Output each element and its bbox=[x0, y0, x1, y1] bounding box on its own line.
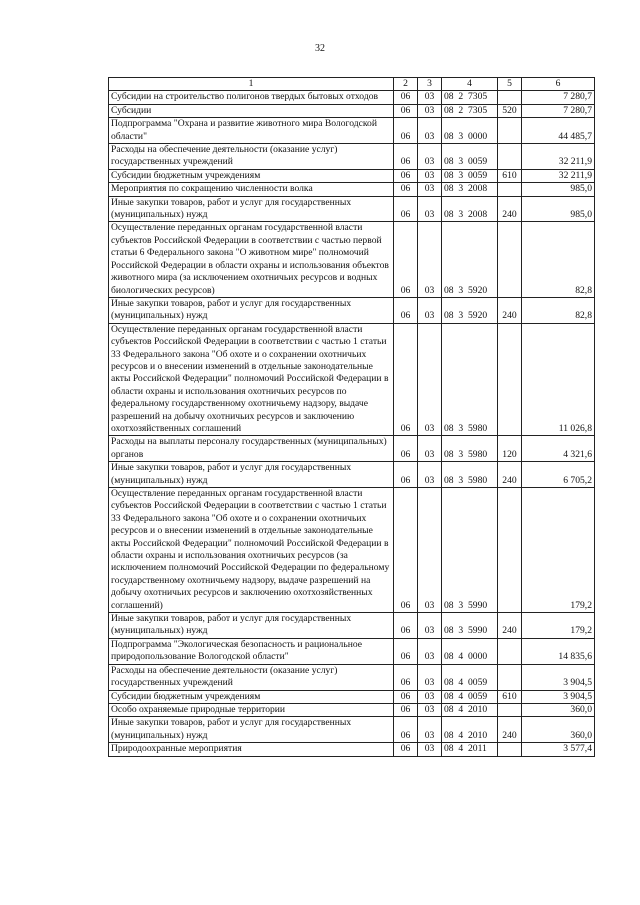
row-name: Особо охраняемые природные территории bbox=[109, 703, 394, 716]
row-amount: 82,8 bbox=[522, 297, 595, 323]
header-col-6: 6 bbox=[522, 78, 595, 91]
row-name: Субсидии бюджетным учреждениям bbox=[109, 690, 394, 703]
row-name: Расходы на обеспечение деятельности (оказание услуг) государственных учреждений bbox=[109, 664, 394, 690]
table-row bbox=[109, 183, 595, 196]
table-row bbox=[109, 613, 595, 639]
row-target-article: 08 2 7305 bbox=[442, 91, 498, 104]
row-subsection: 03 bbox=[418, 222, 442, 297]
row-amount: 3 904,5 bbox=[522, 690, 595, 703]
table-row bbox=[109, 144, 595, 170]
row-section: 06 bbox=[394, 488, 418, 613]
row-name: Осуществление переданных органам государственной власти субъектов Российской Федерации в соответствии с частью первой статьи 6 Федерального закона "О животном мире" полномочий Российской Федерации в области охраны и использования объектов животного мира (за исключением охотничьих ресурсов и водных биологических ресурсов) bbox=[109, 222, 394, 297]
row-section: 06 bbox=[394, 196, 418, 222]
table-row bbox=[109, 104, 595, 117]
row-amount: 7 280,7 bbox=[522, 104, 595, 117]
row-expense-type: 610 bbox=[498, 169, 522, 182]
row-section: 06 bbox=[394, 690, 418, 703]
row-target-article: 08 3 0000 bbox=[442, 118, 498, 144]
row-name: Иные закупки товаров, работ и услуг для государственных (муниципальных) нужд bbox=[109, 297, 394, 323]
row-expense-type bbox=[498, 144, 522, 170]
row-name: Иные закупки товаров, работ и услуг для государственных (муниципальных) нужд bbox=[109, 613, 394, 639]
row-name: Расходы на обеспечение деятельности (оказание услуг) государственных учреждений bbox=[109, 144, 394, 170]
row-expense-type: 240 bbox=[498, 613, 522, 639]
row-name: Осуществление переданных органам государственной власти субъектов Российской Федерации в соответствии с частью 1 статьи 33 Федерального закона "Об охоте и о сохранении охотничьих ресурсов и о внесении изменений в отдельные законодательные акты Российской Федерации" полномочий Российской Федерации в области охраны и использования охотничьих ресурсов по федеральному государственному охотничьему надзору, выдаче разрешений на добычу охотничьих ресурсов и заключению охотхозяйственных соглашений bbox=[109, 323, 394, 436]
header-col-4: 4 bbox=[442, 78, 498, 91]
row-subsection: 03 bbox=[418, 436, 442, 462]
row-name: Подпрограмма "Экологическая безопасность и рациональное природопользование Вологодской области" bbox=[109, 638, 394, 664]
row-expense-type: 240 bbox=[498, 297, 522, 323]
row-amount: 32 211,9 bbox=[522, 144, 595, 170]
row-expense-type bbox=[498, 703, 522, 716]
row-name: Субсидии на строительство полигонов твердых бытовых отходов bbox=[109, 91, 394, 104]
row-amount: 6 705,2 bbox=[522, 462, 595, 488]
row-name: Иные закупки товаров, работ и услуг для государственных (муниципальных) нужд bbox=[109, 462, 394, 488]
row-target-article: 08 4 0000 bbox=[442, 638, 498, 664]
row-subsection: 03 bbox=[418, 183, 442, 196]
row-section: 06 bbox=[394, 638, 418, 664]
table-row bbox=[109, 462, 595, 488]
row-expense-type bbox=[498, 323, 522, 436]
row-expense-type bbox=[498, 222, 522, 297]
row-section: 06 bbox=[394, 743, 418, 756]
header-col-5: 5 bbox=[498, 78, 522, 91]
row-expense-type: 610 bbox=[498, 690, 522, 703]
row-expense-type: 240 bbox=[498, 717, 522, 743]
row-subsection: 03 bbox=[418, 462, 442, 488]
row-amount: 985,0 bbox=[522, 196, 595, 222]
header-col-3: 3 bbox=[418, 78, 442, 91]
row-name: Природоохранные мероприятия bbox=[109, 743, 394, 756]
row-subsection: 03 bbox=[418, 488, 442, 613]
row-subsection: 03 bbox=[418, 144, 442, 170]
budget-table-body bbox=[109, 78, 595, 757]
row-expense-type bbox=[498, 638, 522, 664]
row-section: 06 bbox=[394, 222, 418, 297]
row-amount: 3 904,5 bbox=[522, 664, 595, 690]
row-subsection: 03 bbox=[418, 703, 442, 716]
row-target-article: 08 4 2011 bbox=[442, 743, 498, 756]
page-number: 32 bbox=[315, 43, 325, 54]
header-col-1: 1 bbox=[109, 78, 394, 91]
row-subsection: 03 bbox=[418, 664, 442, 690]
row-name: Осуществление переданных органам государственной власти субъектов Российской Федерации в соответствии с частью 1 статьи 33 Федерального закона "Об охоте и о сохранении охотничьих ресурсов и о внесении изменений в отдельные законодательные акты Российской Федерации" полномочий Российской Федерации в области охраны и использования охотничьих ресурсов (за исключением полномочий Российской Федерации по федеральному государственному охотничьему надзору, выдаче разрешений на добычу охотничьих ресурсов и заключению охотхозяйственных соглашений) bbox=[109, 488, 394, 613]
row-target-article: 08 3 5920 bbox=[442, 297, 498, 323]
table-row bbox=[109, 196, 595, 222]
row-target-article: 08 3 2008 bbox=[442, 196, 498, 222]
row-amount: 44 485,7 bbox=[522, 118, 595, 144]
row-subsection: 03 bbox=[418, 91, 442, 104]
row-expense-type: 240 bbox=[498, 462, 522, 488]
row-section: 06 bbox=[394, 183, 418, 196]
row-target-article: 08 4 2010 bbox=[442, 717, 498, 743]
row-name: Мероприятия по сокращению численности волка bbox=[109, 183, 394, 196]
row-expense-type bbox=[498, 91, 522, 104]
row-target-article: 08 3 0059 bbox=[442, 169, 498, 182]
row-target-article: 08 3 5980 bbox=[442, 462, 498, 488]
row-name: Расходы на выплаты персоналу государственных (муниципальных) органов bbox=[109, 436, 394, 462]
row-subsection: 03 bbox=[418, 613, 442, 639]
table-row bbox=[109, 297, 595, 323]
row-amount: 82,8 bbox=[522, 222, 595, 297]
row-target-article: 08 3 5920 bbox=[442, 222, 498, 297]
row-name: Иные закупки товаров, работ и услуг для государственных (муниципальных) нужд bbox=[109, 196, 394, 222]
row-section: 06 bbox=[394, 462, 418, 488]
table-row bbox=[109, 169, 595, 182]
table-row bbox=[109, 743, 595, 756]
row-target-article: 08 2 7305 bbox=[442, 104, 498, 117]
table-row bbox=[109, 488, 595, 613]
row-expense-type bbox=[498, 118, 522, 144]
row-subsection: 03 bbox=[418, 638, 442, 664]
row-target-article: 08 4 0059 bbox=[442, 690, 498, 703]
row-amount: 4 321,6 bbox=[522, 436, 595, 462]
row-name: Подпрограмма "Охрана и развитие животного мира Вологодской области" bbox=[109, 118, 394, 144]
table-row bbox=[109, 638, 595, 664]
row-section: 06 bbox=[394, 323, 418, 436]
table-row bbox=[109, 222, 595, 297]
row-subsection: 03 bbox=[418, 743, 442, 756]
row-target-article: 08 4 0059 bbox=[442, 664, 498, 690]
row-amount: 179,2 bbox=[522, 613, 595, 639]
row-section: 06 bbox=[394, 436, 418, 462]
row-expense-type bbox=[498, 743, 522, 756]
table-row bbox=[109, 323, 595, 436]
table-row bbox=[109, 690, 595, 703]
row-expense-type: 120 bbox=[498, 436, 522, 462]
row-expense-type bbox=[498, 488, 522, 613]
row-target-article: 08 3 2008 bbox=[442, 183, 498, 196]
row-target-article: 08 4 2010 bbox=[442, 703, 498, 716]
table-header-row bbox=[109, 78, 595, 91]
row-target-article: 08 3 0059 bbox=[442, 144, 498, 170]
row-target-article: 08 3 5990 bbox=[442, 488, 498, 613]
row-section: 06 bbox=[394, 297, 418, 323]
row-subsection: 03 bbox=[418, 690, 442, 703]
row-amount: 11 026,8 bbox=[522, 323, 595, 436]
table-row bbox=[109, 703, 595, 716]
row-section: 06 bbox=[394, 613, 418, 639]
row-name: Иные закупки товаров, работ и услуг для государственных (муниципальных) нужд bbox=[109, 717, 394, 743]
row-amount: 360,0 bbox=[522, 717, 595, 743]
row-subsection: 03 bbox=[418, 717, 442, 743]
row-target-article: 08 3 5980 bbox=[442, 436, 498, 462]
row-section: 06 bbox=[394, 169, 418, 182]
row-section: 06 bbox=[394, 144, 418, 170]
row-subsection: 03 bbox=[418, 323, 442, 436]
row-expense-type bbox=[498, 183, 522, 196]
row-subsection: 03 bbox=[418, 118, 442, 144]
table-row bbox=[109, 717, 595, 743]
table-row bbox=[109, 664, 595, 690]
row-amount: 14 835,6 bbox=[522, 638, 595, 664]
table-row bbox=[109, 436, 595, 462]
row-subsection: 03 bbox=[418, 169, 442, 182]
row-section: 06 bbox=[394, 664, 418, 690]
header-col-2: 2 bbox=[394, 78, 418, 91]
row-amount: 3 577,4 bbox=[522, 743, 595, 756]
row-expense-type bbox=[498, 664, 522, 690]
row-section: 06 bbox=[394, 118, 418, 144]
row-section: 06 bbox=[394, 91, 418, 104]
row-amount: 985,0 bbox=[522, 183, 595, 196]
row-name: Субсидии bbox=[109, 104, 394, 117]
row-section: 06 bbox=[394, 703, 418, 716]
row-section: 06 bbox=[394, 717, 418, 743]
row-amount: 179,2 bbox=[522, 488, 595, 613]
row-amount: 360,0 bbox=[522, 703, 595, 716]
row-target-article: 08 3 5990 bbox=[442, 613, 498, 639]
row-name: Субсидии бюджетным учреждениям bbox=[109, 169, 394, 182]
row-target-article: 08 3 5980 bbox=[442, 323, 498, 436]
row-expense-type: 240 bbox=[498, 196, 522, 222]
row-subsection: 03 bbox=[418, 104, 442, 117]
budget-table bbox=[108, 77, 595, 757]
table-row bbox=[109, 91, 595, 104]
row-subsection: 03 bbox=[418, 196, 442, 222]
row-subsection: 03 bbox=[418, 297, 442, 323]
row-expense-type: 520 bbox=[498, 104, 522, 117]
row-section: 06 bbox=[394, 104, 418, 117]
row-amount: 7 280,7 bbox=[522, 91, 595, 104]
table-row bbox=[109, 118, 595, 144]
row-amount: 32 211,9 bbox=[522, 169, 595, 182]
